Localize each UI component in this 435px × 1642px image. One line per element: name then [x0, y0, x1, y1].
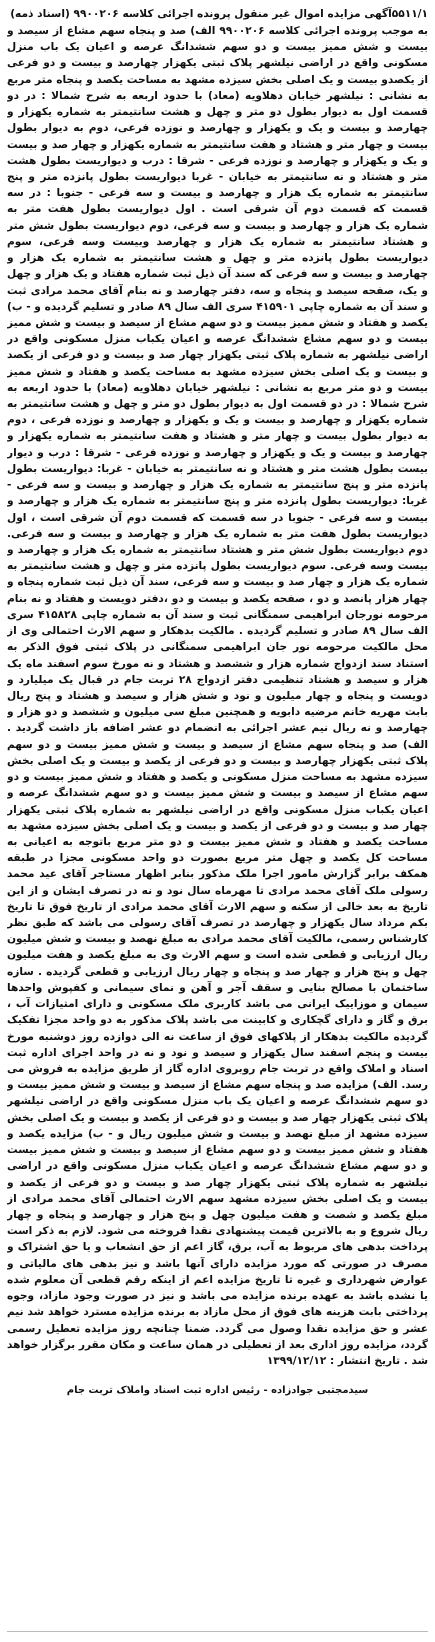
notice-body: به موجب پرونده اجرائی کلاسه ۹۹۰۰۲۰۶ الف) صد و پنجاه سهم مشاع از سیصد و بیست و شش ممیز بیست و دو سهم ششدانگ عرصه و اعیان یک باب منزل مسکونی واقع در اراضی نیلشهر پلاک ثبتی یکهزار چهارصد و بیست و دو فرعی از یکصدو بیست و یک اصلی بخش سیزده مشهد به مساحت یکصد و پنجاه متر مربع به نشانی : نیلشهر خیابان دهلاویه (معاد) با حدود اربعه به شرح شمالا : در دو قسمت اول به دیوار بطول دو متر و چهل و هشت سانتیمتر به شماره یکهزار و چهارصد و بیست و یک و یکهزار و چهارصد و نوزده فرعی، دوم به دیوار بطول بیست و چهار متر و هشتاد و هفت سانتیمتر به شماره یکهزار و چهار صد و بیست و یک و یکهزار و چهارصد و نوزده فرعی - شرقا : درب و دیواریست بطول هشت متر و هشتاد و نه سانتیمتر به خیابان - غربا دیواریست بطول پانزده متر و پنج سانتیمتر به شماره یک هزار و چهارصد و بیست و سه فرعی - جنوبا : در سه قسمت که قسمت دوم آن شرقی است . اول دیواریست بطول هفت متر به شماره یک هزار و چهارصد و بیست و سه فرعی، دوم دیواریست بطول شش متر و هشتاد سانتیمتر به شماره یک هزار و چهارصد وبیست وسه فرعی، سوم دیواریست بطول پانزده متر و چهل و هشت سانتیمتر به شماره یک هزار و چهارصد و بیست و سه فرعی که سند آن ذیل ثبت شماره هفتاد و یک هزار و چهل و یک، صفحه سیصد و پنجاه و سه، دفتر چهارصد و نه بنام آقای محمد مرادی ثبت و سند آن به شماره چاپی ۴۱۵۹۰۱ سری الف سال ۸۹ صادر و تسلیم گردیده و - ب) یکصد و هفتاد و شش ممیز بیست و دو سهم مشاع از سیصد و بیست و شش ممیز بیست و دو سهم مشاع ششدانگ عرصه و اعیان یکباب منزل مسکونی واقع در اراضی نیلشهر به شماره پلاک ثبتی یکهزار چهار صد و بیست و دو فرعی از یکصد و بیست و یک اصلی بخش سیزده مشهد به مساحت یکصد و هفتاد و شش ممیز بیست و دو متر مربع به نشانی : نیلشهر خیابان دهلاویه (معاد) با حدود اربعه به شرح شمالا : در دو قسمت اول به دیوار بطول دو متر و چهل و هشت سانتیمتر به شماره یکهزار و چهارصد و بیست و یک و یکهزار و چهارصد و نوزده فرعی ، دوم به دیوار بطول بیست و چهار متر و هشتاد و هفت سانتیمتر به شماره یکهزار و چهارصد و بیست و یک و یکهزار و چهارصد و نوزده فرعی - شرقا : درب و دیوار بیست بطول هشت متر و هشتاد و نه سانتیمتر به خیابان - غربا: دیواریست بطول پانزده متر و پنج سانتیمتر به شماره یک هزار و چهارصد و بیست و سه فرعی - غربا: دیواریست بطول پانزده متر و پنج سانتیمتر به شماره یک هزار و چهارصد و بیست و سه فرعی - جنوبا در سه قسمت که قسمت دوم آن شرقی است ، اول دیواریست بطول هفت متر به شماره یک هزار و چهارصد و بیست و سه فرعی. دوم دیواریست بطول شش متر و هشتاد سانتیمتر به شماره یک هزار و چهارصد و بیست وسه فرعی. سوم دیواریست بطول پانزده متر و چهل و هشت سانتیمتر به شماره یک هزار و چهار صد و بیست و سه فرعی، سند آن ذیل ثبت شماره پنجاه و چهار هزار پانصد و دو ، صفحه یکصد و بیست و دو ،دفتر دویست و هفتاد و نه بنام مرحومه نورجان ابراهیمی سمنگانی ثبت و سند آن به شماره چاپی ۴۱۵۸۲۸ سری الف سال ۸۹ صادر و تسلیم گردیده . مالکیت بدهکار و سهم الارث احتمالی وی از محل مالکیت مرحومه نور جان ابراهیمی سمنگانی در پلاک ثبتی فوق الذکر به استناد سند ازدواج شماره هزار و ششصد و هشتاد و نه مورخ سوم اسفند ماه یک هزار و سیصد و هشتاد تنظیمی دفتر ازدواج ۲۸ تربت جام در قبال یک میلیارد و دویست و پنجاه و چهار میلیون و نود و شش هزار و سیصد و هشتاد و پنج ریال بابت مهریه خانم مرضیه دابویه و همچنین مبلغ سی میلیون و ششصد و دو هزار و چهارصد و نه ریال نیم عشر اجرائی به انضمام دو عشر اضافه باز داشت گردید . الف) صد و پنجاه سهم مشاع از سیصد و بیست و شش ممیز بیست و دو سهم پلاک ثبتی یکهزار چهارصد و بیست و دو فرعی از یکصد و بیست و یک اصلی بخش سیزده مشهد به مساحت منزل مسکونی و یکصد و هفتاد و شش ممیز بیست و دو سهم مشاع از سیصد و بیست و شش ممیز بیست و دو سهم ششدانگ عرصه و اعیان یکباب منزل مسکونی واقع در اراضی نیلشهر به شماره پلاک ثبتی یکهزار چهار صد و بیست و دو فرعی از یکصد و بیست و یک اصلی بخش سیزده مشهد به مساحت یکصد و هفتاد و شش ممیز بیست و دو متر مربع باتوجه به اعیانی به مساحت کل یکصد و چهل متر مربع بصورت دو واحد مسکونی مجزا در طبقه همکف برابر گزارش مامور اجرا ملک مذکور بنابر اظهار مستاجر آقای عید محمد رسولی ملک آقای محمد مرادی تا مهرماه سال نود و نه در تصرف ایشان و از این تاریخ به بعد خالی از سکنه و سهم الارث آقای محمد مرادی از تاریخ فوق تا تاریخ بکم مرداد سال یکهزار و چهارصد در تصرف آقای رسولی می باشد که طبق نظر کارشناس رسمی، مالکیت آقای محمد مرادی به مبلغ نهصد و بیست و شش میلیون ریال ارزیابی و قطعی شده است و سهم الارث وی به مبلغ یکصد و هفت میلیون چهل و پنج هزار و چهار صد و پنجاه و چهار ریال ارزیابی و قطعی گردیده . سازه ساختمان با مصالح بنایی و سقف آجر و آهن و نمای سیمانی و کفپوش واحدها سیمان و موزاییک ایرانی می باشد کاربری ملک مسکونی و دارای امتیازات آب ، برق و گاز و دارای گچکاری و کابینت می باشد پلاک مذکور به دو واحد مجزا تفکیک گردیده مالکیت بدهکار از پلاکهای فوق از ساعت نه الی دوازده روز دوشنبه مورخ بیست و پنجم اسفند سال یکهزار و سیصد و نود و نه در واحد اجرای اداره ثبت اسناد و املاک واقع در تربت جام روبروی اداره گاز از طریق مزایده به فروش می رسد. الف) مزایده صد و پنجاه سهم مشاع از سیصد و بیست و شش ممیز بیست و دو سهم ششدانگ عرصه و اعیان یک باب منزل مسکونی واقع در اراضی نیلشهر پلاک ثبتی یکهزار چهار صد و بیست و دو فرعی از یکصد و بیست و یک اصلی بخش سیزده مشهد از مبلغ نهصد و بیست و شش میلیون ریال و - ب) مزایده یکصد و هفتاد و شش ممیز بیست و دو سهم مشاع از سیصد و بیست و شش ممیز بیست و دو سهم مشاع ششدانگ عرصه و اعیان یکباب منزل مسکونی واقع در اراضی نیلشهر به شماره پلاک ثبتی یکهزار چهار صد و بیست و دو فرعی از یکصد و بیست و یک اصلی بخش سیزده مشهد سهم الارث احتمالی آقای محمد مرادی از مبلغ یکصد و شصت و هفت میلیون چهل و پنج هزار و چهارصد و پنجاه و چهار ریال شروع و به بالاترین قیمت پیشنهادی نقدا فروخته می شود. لازم به ذکر است پرداخت بدهی های مربوط به آب، برق، گاز اعم از حق انشعاب و یا حق اشتراک و مصرف در صورتی که مورد مزایده دارای آنها باشد و نیز بدهی های مالیاتی و عوارض شهرداری و غیره تا تاریخ مزایده اعم از اینکه رقم قطعی آن معلوم شده یا نشده باشد به عهده برنده مزایده می باشد و نیز در صورت وجود مازاد، وجوه پرداختی بابت هزینه های فوق از محل مازاد به برنده مزایده مسترد خواهد شد نیم عشر و حق مزایده نقدا وصول می گردد. ضمنا چنانچه روز مزایده تعطیل رسمی گردد، مزایده روز اداری بعد از تعطیلی در همان ساعت و مکان مقرر برگزار خواهد شد . تاریخ انتشار : ۱۳۹۹/۱۲/۱۲ [7, 25, 428, 1367]
notice-title: ۵۵۱۱/۱آگهی مزایده اموال غیر منقول پرونده اجرائی کلاسه ۹۹۰۰۲۰۶ (اسناد ذمه) [10, 8, 428, 20]
page-bottom-edge [7, 1631, 428, 1640]
notice-signature: سیدمجتبی جوادزاده - رئیس اداره ثبت اسناد واملاک تربت جام [66, 1385, 369, 1397]
